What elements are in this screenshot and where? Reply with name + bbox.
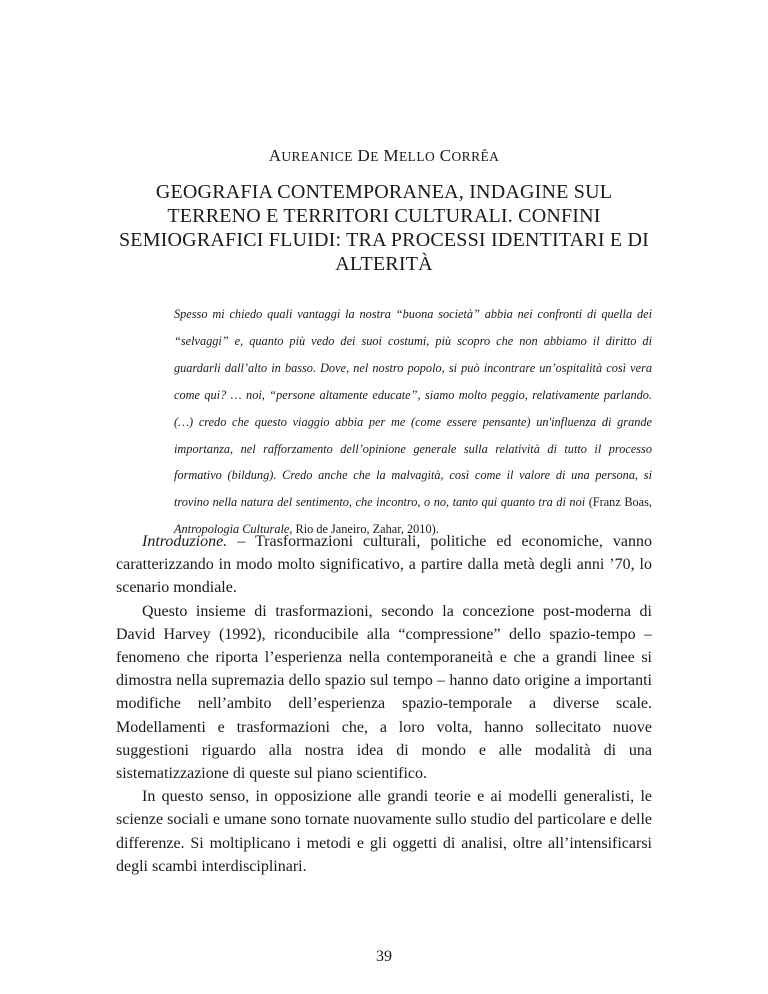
paper-title: GEOGRAFIA CONTEMPORANEA, INDAGINE SUL TERRENO E TERRITORI CULTURALI. CONFINI SEMIOGRAFICI FLUIDI: TRA PROCESSI IDENTITARI E DI ALTERITÀ	[118, 181, 650, 275]
epigraph-source-title: , Antropologia Culturale,	[174, 495, 652, 537]
author-smallcaps: E	[370, 149, 379, 164]
body-text	[116, 530, 652, 878]
author-smallcaps: ELLO	[399, 149, 436, 164]
author-smallcaps: ORRÊA	[451, 149, 500, 164]
page-number: 39	[376, 948, 392, 965]
author-name	[0, 146, 768, 166]
author-initial: D	[357, 146, 371, 165]
author-initial: C	[439, 146, 452, 165]
paragraph-introduction	[116, 530, 652, 600]
paragraph: Questo insieme di trasformazioni, secondo la concezione post-moderna di David Harvey (1992), riconducibile alla “compressione” dello spazio-tempo – fenomeno che riporta l’esperienza nella contemporaneità e che a grandi linee si dimostra nella supremazia dello spazio sul tempo – hanno dato origine a importanti modifiche nell’ambito dell’esperienza spazio-temporale a diverse scale. Modellamenti e trasformazioni che, a loro volta, hanno sollecitato nuove suggestioni riguardo alla nostra idea di mondo e alle modalità di una sistematizzazione di queste sul piano scientifico.	[116, 602, 652, 783]
epigraph	[174, 301, 652, 543]
epigraph-quote: Spesso mi chiedo quali vantaggi la nostra “buona società” abbia nei confronti di quella dei “selvaggi” e, quanto più vedo dei suoi costumi, più scopro che non abbiamo il diritto di guardarli dall’alto in basso. Dove, nel nostro popolo, si può incontrare un’ospitalità così vera come qui? … noi, “persone altamente educate”, siamo molto peggio, relativamente parlando. (…) credo che questo viaggio abbia per me (come essere pensante) un'influenza di grande importanza, nel rafforzamento dell’opinione generale sulla relatività di tutto il processo formativo (bildung). Credo anche che la malvagità, così come il valore di una persona, si trovino nella natura del sentimento, che incontro, o no, tanto qui quanto tra di noi	[174, 307, 652, 510]
epigraph-source-open: (Franz Boas	[585, 495, 649, 510]
author-smallcaps: UREANICE	[281, 149, 353, 164]
author-initial: M	[383, 146, 400, 165]
paragraph: In questo senso, in opposizione alle grandi teorie e ai modelli generalisti, le scienze sociali e umane sono tornate nuovamente sullo studio del particolare e delle differenze. Si moltiplicano i metodi e gli oggetti di analisi, oltre all’intensificarsi degli scambi interdisciplinari.	[116, 788, 652, 875]
author-initial: A	[268, 146, 282, 165]
paragraph-text: – Trasformazioni culturali, politiche ed economiche, vanno caratterizzando in modo molto significativo, a partire dalla metà degli anni ’70, lo scenario mondiale.	[116, 533, 652, 597]
section-lead: Introduzione.	[142, 533, 228, 550]
epigraph-source-close: Rio de Janeiro, Zahar, 2010).	[292, 522, 439, 537]
